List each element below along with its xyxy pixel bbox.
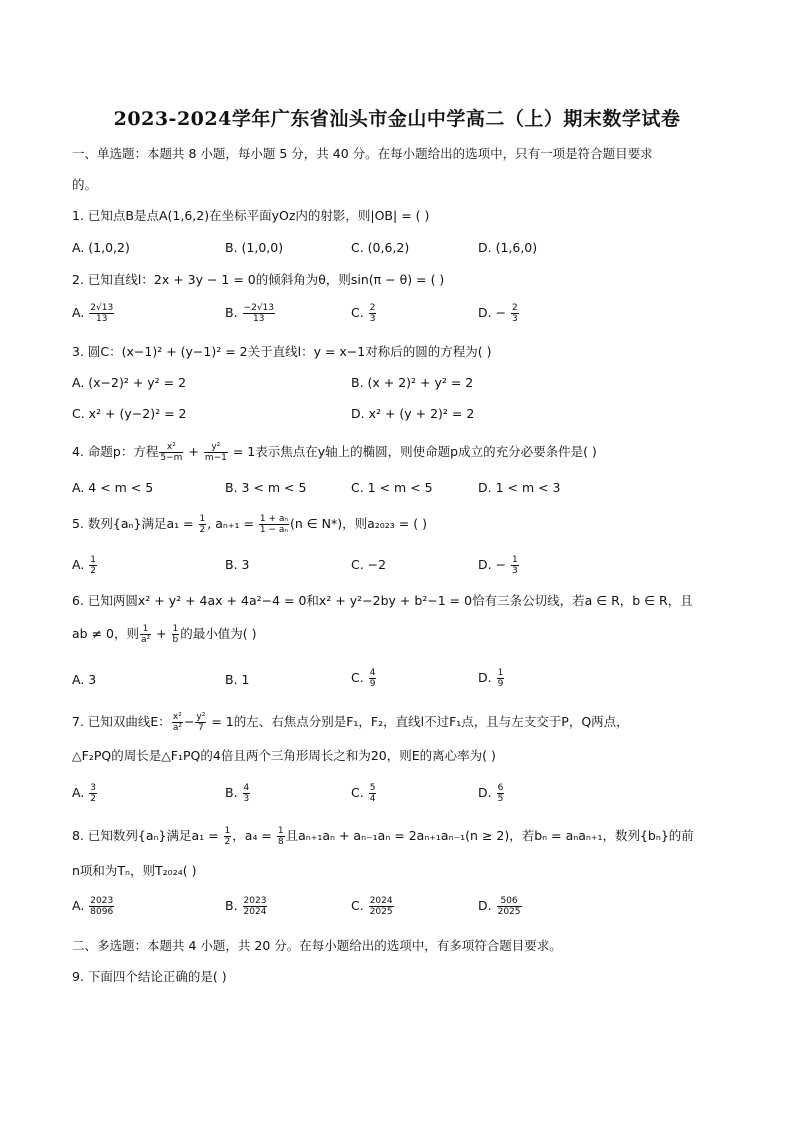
q8-option-b: B. $\frac{2023}{2024}$	[225, 896, 267, 917]
section-1-heading-cont: 的。	[72, 177, 98, 192]
q7-option-b: B. $\frac{4}{3}$	[225, 783, 250, 804]
question-3: 3. 圆C：(x−1)² + (y−1)² = 2关于直线l：y = x−1对称后的圆的方程为( )	[72, 344, 492, 359]
q5-option-b: B. 3	[225, 557, 250, 572]
section-2-heading: 二、多选题：本题共 4 小题，共 20 分。在每小题给出的选项中，有多项符合题目要求。	[72, 938, 562, 953]
q3-option-d: D. x² + (y + 2)² = 2	[351, 406, 475, 421]
page-title: 2023-2024学年广东省汕头市金山中学高二（上）期末数学试卷	[113, 108, 681, 130]
q2-option-d: D. − $\frac{2}{3}$	[478, 303, 518, 324]
q4-option-a: A. 4 < m < 5	[72, 480, 154, 495]
question-6: 6. 已知两圆x² + y² + 4ax + 4a²−4 = 0和x² + y²−2by + b²−1 = 0恰有三条公切线，若a ∈ R，b ∈ R，且	[72, 593, 693, 608]
q8-option-a: A. $\frac{2023}{8096}$	[72, 896, 114, 917]
q3-option-b: B. (x + 2)² + y² = 2	[351, 375, 474, 390]
q1-option-c: C. (0,6,2)	[351, 240, 410, 255]
q6-option-c: C. $\frac{4}{9}$	[351, 668, 376, 689]
question-6-cont: ab ≠ 0，则 $\frac{1}{\text{a²}}$ + $\frac{1}{b}$ 的最小值为( )	[72, 624, 257, 645]
q2-option-b: B. $\frac{-2√13}{13}$	[225, 303, 275, 324]
question-1: 1. 已知点B是点A(1,6,2)在坐标平面yOz内的射影，则|OB| = ( )	[72, 208, 430, 223]
q5-option-a: A. $\frac{1}{2}$	[72, 555, 97, 576]
question-7: 7. 已知双曲线E： $\frac{\text{x²}}{\text{a²}}$ − $\frac{\text{y²}}{7}$ = 1的左、右焦点分别是F₁，F₂，直线l不过F₁点，且与左支交于P，Q两点，	[72, 712, 629, 733]
q4-option-d: D. 1 < m < 3	[478, 480, 561, 495]
q5-option-d: D. − $\frac{1}{3}$	[478, 555, 518, 576]
q7-option-a: A. $\frac{3}{2}$	[72, 783, 97, 804]
q2-option-c: C. $\frac{2}{3}$	[351, 303, 376, 324]
q1-option-b: B. (1,0,0)	[225, 240, 284, 255]
q8-option-d: D. $\frac{506}{2025}$	[478, 896, 521, 917]
q3-option-a: A. (x−2)² + y² = 2	[72, 375, 187, 390]
question-4: 4. 命题p：方程 $\frac{\text{x²}}{5-m}$ + $\frac{\text{y²}}{m-1}$ = 1表示焦点在y轴上的椭圆，则使命题p成立的充分必要条件是( )	[72, 442, 597, 463]
q6-option-a: A. 3	[72, 672, 97, 687]
q1-option-d: D. (1,6,0)	[478, 240, 538, 255]
q6-option-d: D. $\frac{1}{9}$	[478, 668, 504, 689]
q3-option-c: C. x² + (y−2)² = 2	[72, 406, 187, 421]
section-1-heading: 一、单选题：本题共 8 小题，每小题 5 分，共 40 分。在每小题给出的选项中，只有一项是符合题目要求	[72, 146, 653, 161]
q4-option-c: C. 1 < m < 5	[351, 480, 433, 495]
q6-option-b: B. 1	[225, 672, 250, 687]
q7-option-d: D. $\frac{6}{5}$	[478, 783, 504, 804]
q8-option-c: C. $\frac{2024}{2025}$	[351, 896, 393, 917]
q5-option-c: C. −2	[351, 557, 387, 572]
question-2: 2. 已知直线l：2x + 3y − 1 = 0的倾斜角为θ，则sin(π − θ) = ( )	[72, 272, 445, 287]
question-5: 5. 数列{aₙ}满足a₁ = $\frac{1}{2}$ , aₙ₊₁ = $\frac{\text{1 + aₙ}}{\text{1 − aₙ}}$ (n ∈ N*)，则a₂₀₂₃ = ( )	[72, 514, 427, 535]
question-9: 9. 下面四个结论正确的是( )	[72, 969, 227, 984]
q1-option-a: A. (1,0,2)	[72, 240, 130, 255]
question-8: 8. 已知数列{aₙ}满足a₁ = $\frac{1}{2}$ ，a₄ = $\frac{1}{8}$ 且aₙ₊₁aₙ + aₙ₋₁aₙ = 2aₙ₊₁aₙ₋₁(n ≥ 2)，若bₙ = aₙaₙ₊₁，数列{bₙ}的前	[72, 826, 694, 847]
q4-option-b: B. 3 < m < 5	[225, 480, 307, 495]
q2-option-a: A. $\frac{2√13}{13}$	[72, 303, 114, 324]
q7-option-c: C. $\frac{5}{4}$	[351, 783, 376, 804]
question-7-cont: △F₂PQ的周长是△F₁PQ的4倍且两个三角形周长之和为20，则E的离心率为( )	[72, 748, 496, 763]
question-8-cont: n项和为Tₙ，则T₂₀₂₄( )	[72, 863, 197, 878]
